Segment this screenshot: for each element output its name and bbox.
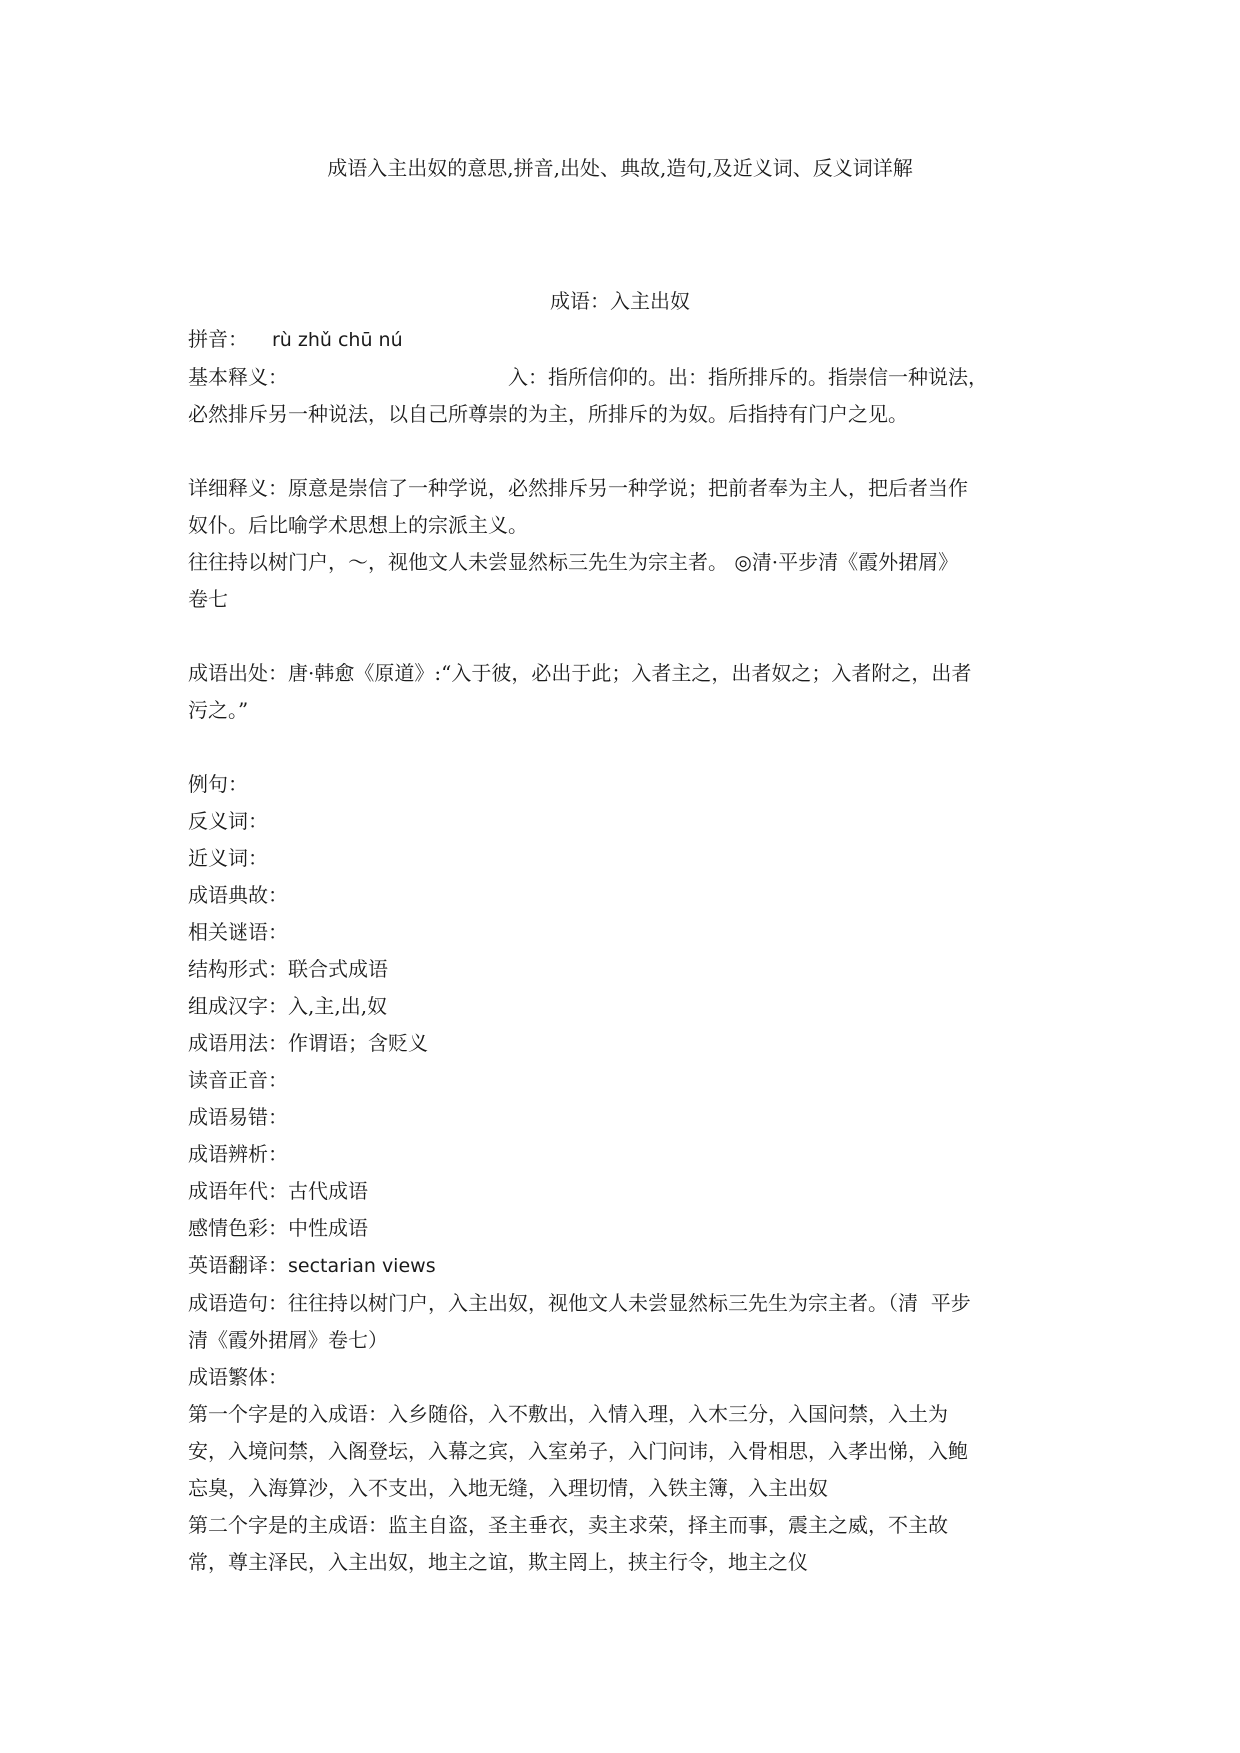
second-char-idioms-line-2: 常，尊主泽民，入主出奴，地主之谊，欺主罔上，挟主行令，地主之仪 [188,1550,808,1574]
idiom-heading: 成语：入主出奴 [550,289,690,313]
field-label: 成语典故： [188,883,288,907]
field-label: 组成汉字： [188,994,288,1018]
field-label: 成语辨析： [188,1142,288,1166]
source-line-1: 成语出处：唐·韩愈《原道》:“入于彼，必出于此；入者主之，出者奴之；入者附之，出者 [188,661,972,685]
document-title: 成语入主出奴的意思,拼音,出处、典故,造句,及近义词、反义词详解 [327,156,913,180]
field-label: 读音正音： [188,1068,288,1092]
field-characters [188,988,1058,1025]
field-label: 近义词： [188,846,268,870]
field-label: 成语年代： [188,1179,288,1203]
pinyin-label: 拼音： [188,327,248,351]
field-value: 入,主,出,奴 [288,994,388,1018]
pinyin-line [188,321,1058,359]
field-antonyms [188,803,1058,840]
example-sentence-line-2: 清《霞外捃屑》卷七） [188,1328,388,1352]
traditional-form [188,1359,1058,1396]
field-label: 例句： [188,772,248,796]
field-label: 成语易错： [188,1105,288,1129]
field-value: sectarian views [288,1255,436,1277]
field-value: 作谓语；含贬义 [288,1031,428,1055]
field-common-errors [188,1099,1058,1136]
detailed-meaning-line-1: 详细释义：原意是崇信了一种学说，必然排斥另一种学说；把前者奉为主人，把后者当作 [188,476,968,500]
field-label: 成语繁体： [188,1365,288,1389]
field-allusion [188,877,1058,914]
detailed-meaning-line-3: 往往持以树门户，～，视他文人未尝显然标三先生为宗主者。 ◎清·平步清《霞外捃屑》 [188,550,959,574]
field-sentiment [188,1210,1058,1247]
field-label: 英语翻译： [188,1253,288,1277]
field-value: 联合式成语 [288,957,388,981]
first-char-idioms-line-1: 第一个字是的入成语：入乡随俗，入不敷出，入情入理，入木三分，入国问禁，入土为 [188,1402,948,1426]
basic-meaning-label: 基本释义： [188,365,288,389]
field-label: 相关谜语： [188,920,288,944]
field-english [188,1247,1058,1285]
basic-meaning-line-1 [188,359,1058,396]
basic-meaning-text: 入：指所信仰的。出：指所排斥的。指崇信一种说法， [508,365,988,389]
field-riddle [188,914,1058,951]
field-usage [188,1025,1058,1062]
example-sentence-line-1: 成语造句：往往持以树门户，入主出奴，视他文人未尝显然标三先生为宗主者。（清 平步 [188,1291,971,1315]
basic-meaning-line-2: 必然排斥另一种说法，以自己所尊崇的为主，所排斥的为奴。后指持有门户之见。 [188,402,908,426]
field-example [188,766,1058,803]
field-value: 古代成语 [288,1179,368,1203]
first-char-idioms-line-3: 忘臭，入海算沙，入不支出，入地无缝，入理切情，入铁主簿，入主出奴 [188,1476,828,1500]
field-synonyms [188,840,1058,877]
field-label: 成语用法： [188,1031,288,1055]
first-char-idioms-line-2: 安，入境问禁，入阁登坛，入幕之宾，入室弟子，入门问讳，入骨相思，入孝出悌，入鲍 [188,1439,968,1463]
pinyin-value: rù zhǔ chū nú [272,329,403,351]
field-era [188,1173,1058,1210]
source-line-2: 污之。” [188,698,249,722]
field-label: 感情色彩： [188,1216,288,1240]
detailed-meaning-line-4: 卷七 [188,587,228,611]
field-label: 反义词： [188,809,268,833]
field-analysis [188,1136,1058,1173]
field-value: 中性成语 [288,1216,368,1240]
field-structure [188,951,1058,988]
detailed-meaning-line-2: 奴仆。后比喻学术思想上的宗派主义。 [188,513,528,537]
field-pronunciation [188,1062,1058,1099]
second-char-idioms-line-1: 第二个字是的主成语：监主自盗，圣主垂衣，卖主求荣，择主而事，震主之威，不主故 [188,1513,948,1537]
field-label: 结构形式： [188,957,288,981]
document-body [188,321,1058,1581]
